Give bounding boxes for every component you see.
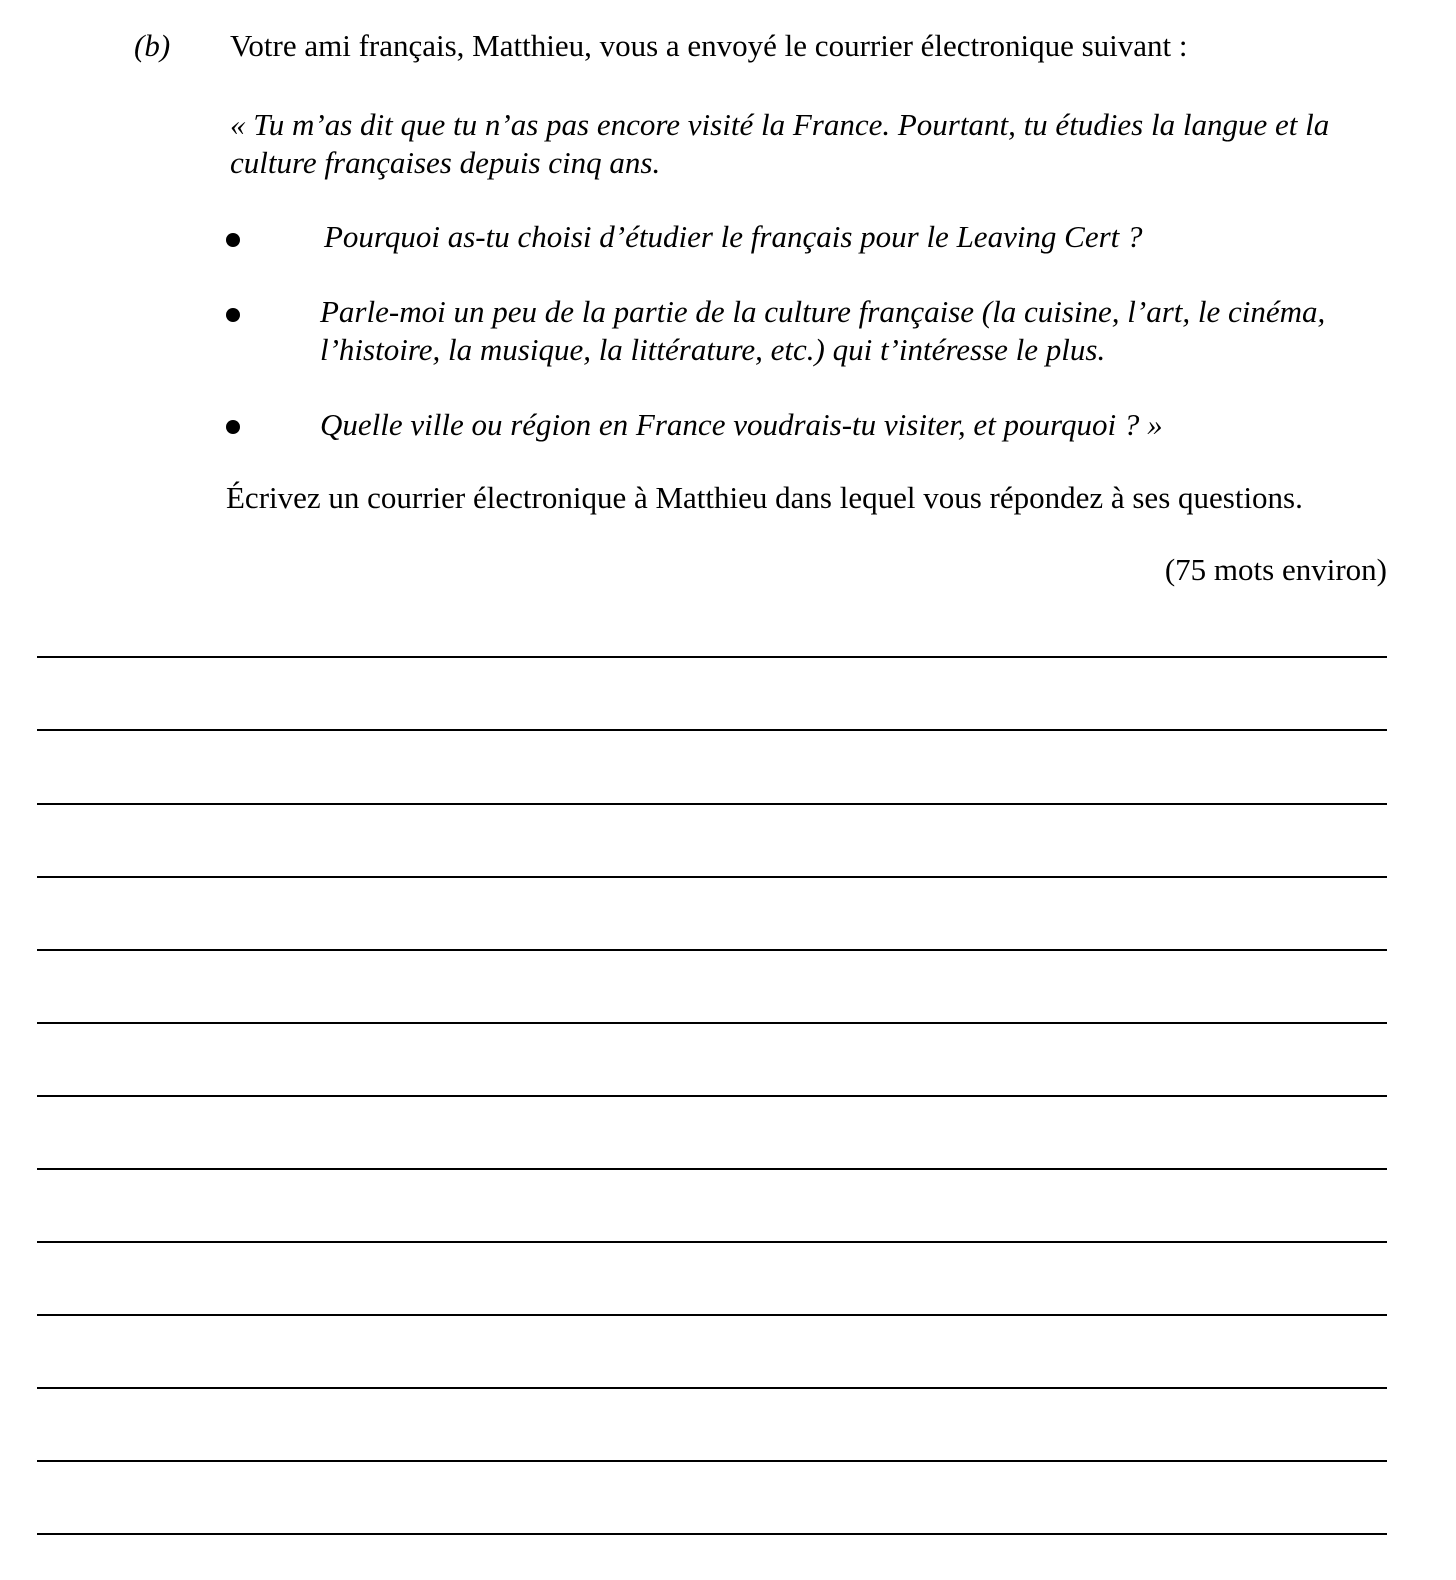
answer-line[interactable]: [37, 656, 1387, 658]
part-label: (b): [134, 28, 171, 63]
answer-line[interactable]: [37, 1314, 1387, 1316]
bullet-icon: [226, 233, 240, 247]
answer-line[interactable]: [37, 1022, 1387, 1024]
task-instruction: Écrivez un courrier électronique à Matthieu dans lequel vous répondez à ses questions.: [226, 480, 1303, 515]
answer-line[interactable]: [37, 1387, 1387, 1389]
answer-line[interactable]: [37, 876, 1387, 878]
answer-line[interactable]: [37, 803, 1387, 805]
answer-line[interactable]: [37, 1241, 1387, 1243]
answer-line[interactable]: [37, 949, 1387, 951]
bullet-icon: [226, 308, 240, 322]
word-count-note: (75 mots environ): [1164, 552, 1387, 587]
email-quote-paragraph: « Tu m’as dit que tu n’as pas encore visité la France. Pourtant, tu étudies la langue et la culture françaises depuis cinq ans.: [230, 107, 1330, 180]
bullet-question-3: Quelle ville ou région en France voudrais-tu visiter, et pourquoi ? »: [320, 407, 1163, 442]
answer-line[interactable]: [37, 1095, 1387, 1097]
question-intro: Votre ami français, Matthieu, vous a envoyé le courrier électronique suivant :: [230, 28, 1188, 63]
answer-line[interactable]: [37, 1168, 1387, 1170]
answer-line[interactable]: [37, 1533, 1387, 1535]
bullet-question-1: Pourquoi as-tu choisi d’étudier le français pour le Leaving Cert ?: [324, 219, 1143, 254]
bullet-question-2: Parle-moi un peu de la partie de la culture française (la cuisine, l’art, le cinéma, l’histoire, la musique, la littérature, etc.) qui t’intéresse le plus.: [320, 294, 1326, 367]
bullet-icon: [226, 420, 240, 434]
answer-line[interactable]: [37, 1460, 1387, 1462]
answer-line[interactable]: [37, 729, 1387, 731]
